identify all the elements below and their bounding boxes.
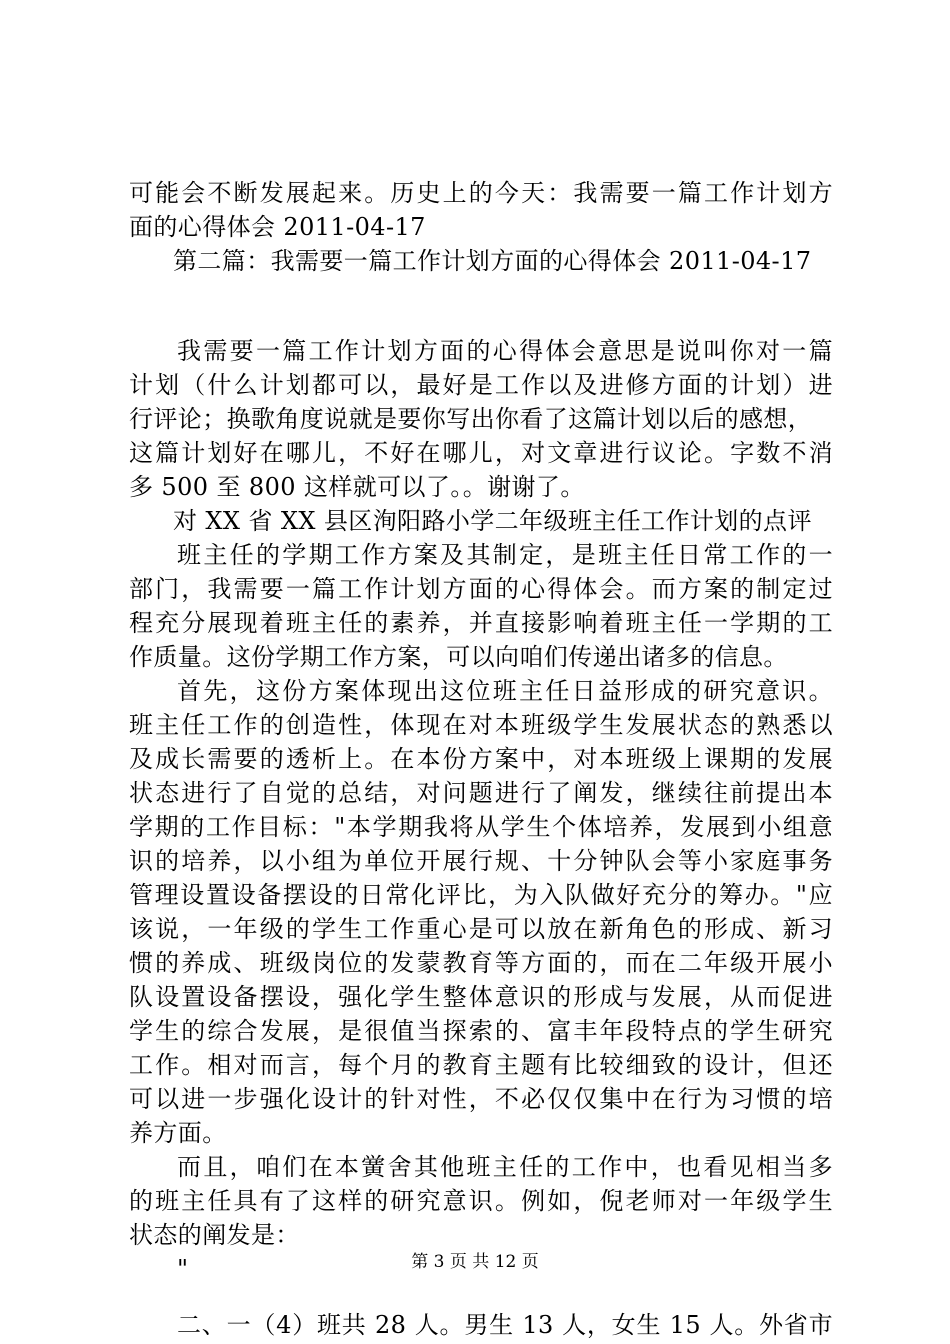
text-line: 这篇计划好在哪儿，不好在哪儿，对文章进行议论。字数不消 bbox=[129, 439, 833, 467]
text-line: 首先，这份方案体现出这位班主任日益形成的研究意识。 bbox=[177, 677, 833, 705]
text-line: 的班主任具有了这样的研究意识。例如，倪老师对一年级学生 bbox=[129, 1187, 833, 1215]
text-line: 识的培养，以小组为单位开展行规、十分钟队会等小家庭事务 bbox=[129, 847, 833, 875]
blank-line bbox=[129, 1286, 833, 1308]
text-line: 部门，我需要一篇工作计划方面的心得体会。而方案的制定过 bbox=[129, 575, 833, 603]
text-line: 管理设置设备摆设的日常化评比，为入队做好充分的筹办。"应 bbox=[129, 881, 833, 909]
text-line: 我需要一篇工作计划方面的心得体会意思是说叫你对一篇 bbox=[177, 337, 833, 365]
text-line: 面的心得体会 2011-04-17 bbox=[129, 213, 426, 241]
text-line: 作质量。这份学期工作方案，可以向咱们传递出诸多的信息。 bbox=[129, 643, 788, 671]
text-line: 工作。相对而言，每个月的教育主题有比较细致的设计，但还 bbox=[129, 1051, 833, 1079]
text-line: 队设置设备摆设，强化学生整体意识的形成与发展，从而促进 bbox=[129, 983, 833, 1011]
text-line: 状态进行了自觉的总结，对问题进行了阐发，继续往前提出本 bbox=[129, 779, 833, 807]
text-line: 该说，一年级的学生工作重心是可以放在新角色的形成、新习 bbox=[129, 915, 833, 943]
section-heading: 第二篇：我需要一篇工作计划方面的心得体会 2011-04-17 bbox=[173, 247, 812, 275]
text-line: 可能会不断发展起来。历史上的今天：我需要一篇工作计划方 bbox=[129, 179, 833, 207]
text-line: 及成长需要的透析上。在本份方案中，对本班级上课期的发展 bbox=[129, 745, 833, 773]
blank-line bbox=[129, 278, 833, 312]
subtitle-line: 对 XX 省 XX 县区洵阳路小学二年级班主任工作计划的点评 bbox=[173, 507, 812, 535]
text-line: 而且，咱们在本黉舍其他班主任的工作中，也看见相当多 bbox=[177, 1153, 833, 1181]
text-line: 学生的综合发展，是很值当探索的、富丰年段特点的学生研究 bbox=[129, 1017, 833, 1045]
text-line: 班主任的学期工作方案及其制定，是班主任日常工作的一 bbox=[177, 541, 833, 569]
text-line: 养方面。 bbox=[129, 1119, 227, 1147]
text-line: 二、一（4）班共 28 人。男生 13 人，女生 15 人。外省市 bbox=[177, 1311, 833, 1339]
text-line: 行评论；换歌角度说就是要你写出你看了这篇计划以后的感想， bbox=[129, 405, 813, 433]
text-line: 学期的工作目标："本学期我将从学生个体培养，发展到小组意 bbox=[129, 813, 833, 841]
text-line: 程充分展现着班主任的素养，并直接影响着班主任一学期的工 bbox=[129, 609, 833, 637]
page-footer: 第 3 页 共 12 页 bbox=[411, 1252, 539, 1272]
text-line: 可以进一步强化设计的针对性，不必仅仅集中在行为习惯的培 bbox=[129, 1085, 833, 1113]
text-line: 多 500 至 800 这样就可以了。。谢谢了。 bbox=[129, 473, 585, 501]
text-line: 惯的养成、班级岗位的发蒙教育等方面的，而在二年级开展小 bbox=[129, 949, 833, 977]
text-line: " bbox=[177, 1255, 189, 1283]
text-line: 班主任工作的创造性，体现在对本班级学生发展状态的熟悉以 bbox=[129, 711, 833, 739]
document-body bbox=[129, 176, 833, 1342]
text-line: 状态的阐发是： bbox=[129, 1221, 300, 1249]
blank-line bbox=[129, 312, 833, 334]
text-line: 计划（什么计划都可以，最好是工作以及进修方面的计划）进 bbox=[129, 371, 833, 399]
